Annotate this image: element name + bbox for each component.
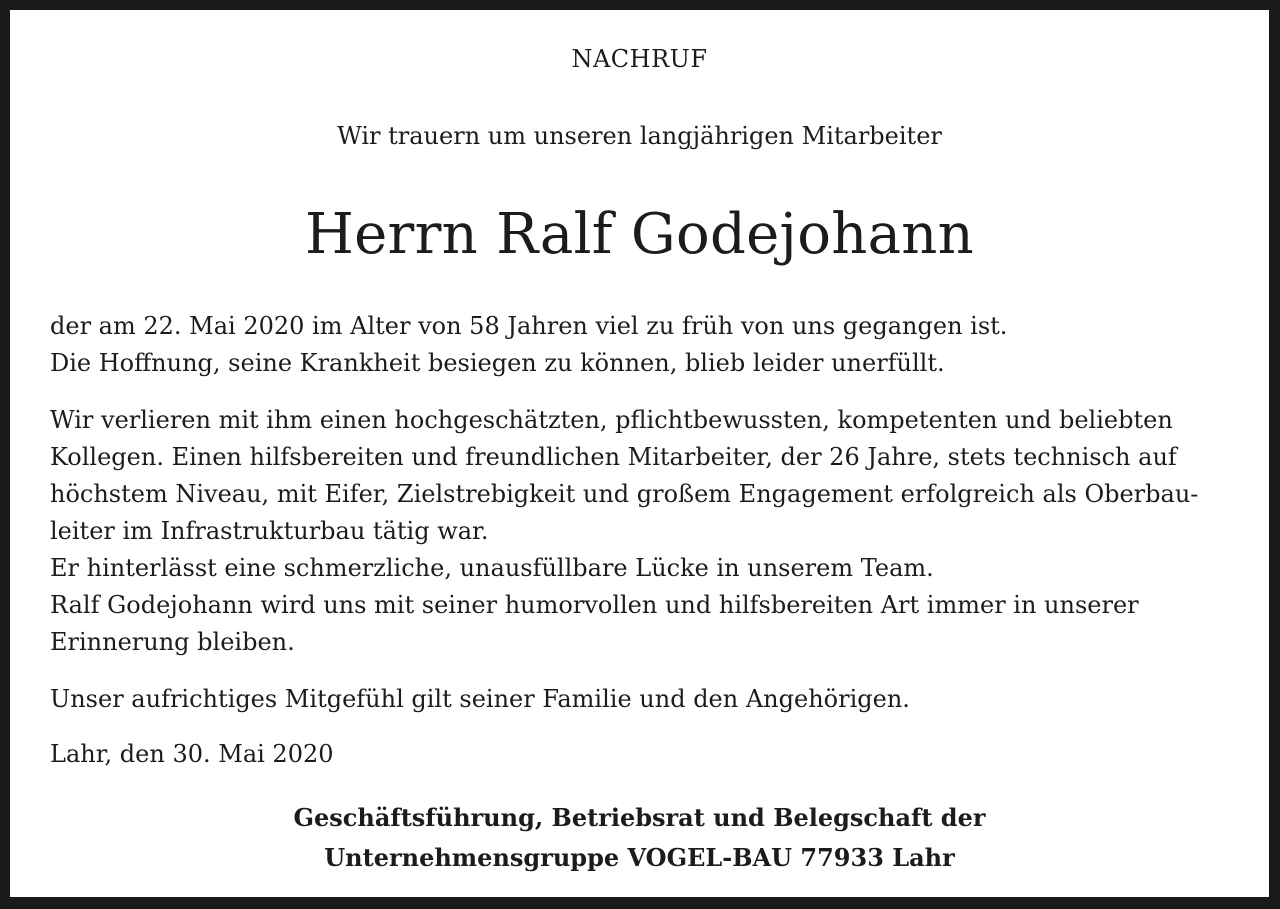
signature-line: Geschäftsführung, Betriebsrat und Belegschaft der <box>293 803 986 832</box>
text-line: Kollegen. Einen hilfsbereiten und freundlichen Mitarbeiter, der 26 Jahre, stets technisch auf <box>50 443 1177 471</box>
text-line: Die Hoffnung, seine Krankheit besiegen zu können, blieb leider unerfüllt. <box>50 349 945 377</box>
paragraph-death-info <box>50 308 1230 382</box>
text-line: höchstem Niveau, mit Eifer, Zielstrebigkeit und großem Engagement erfolgreich als Oberbau- <box>50 480 1199 508</box>
text-line: Erinnerung bleiben. <box>50 628 295 656</box>
notice-label: NACHRUF <box>571 45 708 73</box>
notice-body <box>50 308 1230 773</box>
text-line: Ralf Godejohann wird uns mit seiner humorvollen und hilfsbereiten Art immer in unserer <box>50 591 1139 619</box>
text-line: der am 22. Mai 2020 im Alter von 58 Jahren viel zu früh von uns gegangen ist. <box>50 312 1008 340</box>
place-date: Lahr, den 30. Mai 2020 <box>50 740 334 768</box>
intro-line: Wir trauern um unseren langjährigen Mitarbeiter <box>337 122 942 150</box>
obituary-notice <box>10 10 1269 897</box>
paragraph-condolence: Unser aufrichtiges Mitgefühl gilt seiner Familie und den Angehörigen. <box>50 685 910 713</box>
deceased-name: Herrn Ralf Godejohann <box>304 202 975 267</box>
text-line: Wir verlieren mit ihm einen hochgeschätzten, pflichtbewussten, kompetenten und beliebten <box>50 406 1173 434</box>
text-line: Er hinterlässt eine schmerzliche, unausfüllbare Lücke in unserem Team. <box>50 554 934 582</box>
paragraph-tribute <box>50 402 1230 661</box>
text-line: leiter im Infrastrukturbau tätig war. <box>50 517 489 545</box>
signature-line: Unternehmensgruppe VOGEL-BAU 77933 Lahr <box>324 843 955 872</box>
signature-block <box>10 798 1269 878</box>
